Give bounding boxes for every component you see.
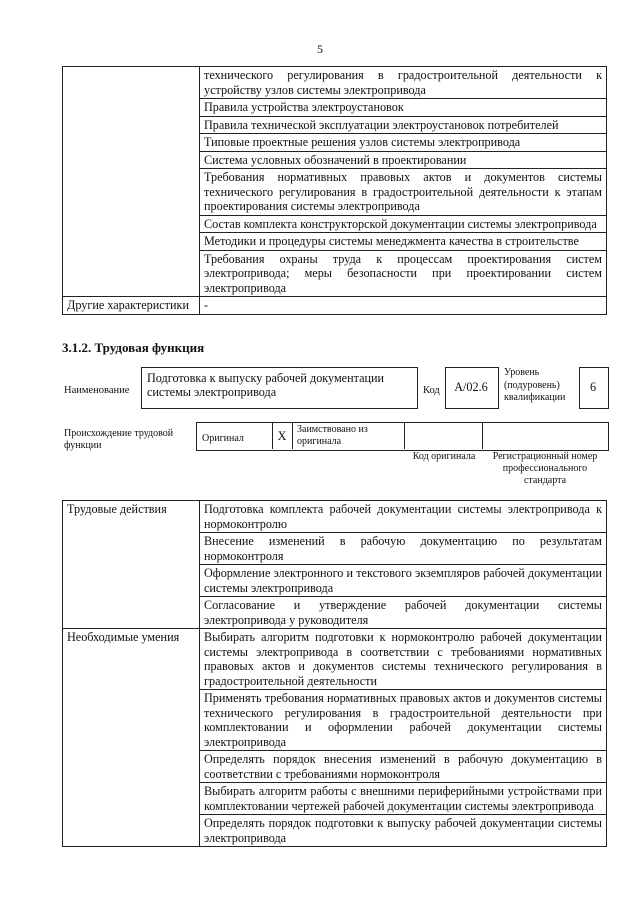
table-row: Внесение изменений в рабочую документацию по результатам нормоконтроля <box>200 533 607 565</box>
code-original-caption: Код оригинала <box>412 451 476 462</box>
table-row: Определять порядок подготовки к выпуску рабочей документации системы электропривода <box>200 815 607 847</box>
table-row: Выбирать алгоритм подготовки к нормоконтролю рабочей документации системы электропривода в соответствии с требованиями нормативных правовых актов и документов системы технического регулирования в градостроительной деятельности <box>200 629 607 690</box>
table-row: Состав комплекта конструкторской документации системы электропривода <box>200 215 607 233</box>
table-row: Выбирать алгоритм работы с внешними периферийными устройствами при комплектовании чертежей рабочей документации системы электропривода <box>200 783 607 815</box>
skills-label: Необходимые умения <box>63 629 200 847</box>
registration-number-caption: Регистрационный номер профессионального стандарта <box>492 451 598 486</box>
table-row: Требования охраны труда к процессам проектирования систем электропривода; меры безопасности при проектировании систем электропривода <box>200 250 607 297</box>
table-row: Правила технической эксплуатации электроустановок потребителей <box>200 116 607 134</box>
table-row: Правила устройства электроустановок <box>200 99 607 117</box>
table-row: Подготовка комплекта рабочей документации системы электропривода к нормоконтролю <box>200 501 607 533</box>
divider <box>482 422 484 449</box>
name-value: Подготовка к выпуску рабочей документации системы электропривода <box>147 371 385 399</box>
original-mark: X <box>277 429 287 443</box>
code-value: A/02.6 <box>454 380 488 394</box>
table-row: Требования нормативных правовых актов и документов системы технического регулирования в градостроительной деятельности к этапам проектирования системы электропривода <box>200 169 607 216</box>
function-details-table <box>62 500 607 847</box>
name-label: Наименование <box>64 385 130 396</box>
table-row: Оформление электронного и текстового экземпляров рабочей документации системы электропривода <box>200 565 607 597</box>
table-row: Типовые проектные решения узлов системы электропривода <box>200 134 607 152</box>
origin-box <box>196 422 609 451</box>
code-label: Код <box>423 385 440 396</box>
other-characteristics-label: Другие характеристики <box>63 297 200 315</box>
page-number: 5 <box>317 42 323 56</box>
level-value: 6 <box>589 380 597 394</box>
knowledge-table-continuation <box>62 66 607 315</box>
origin-label: Происхождение трудовой функции <box>64 428 174 451</box>
other-characteristics-value: - <box>200 297 607 315</box>
table-row: Определять порядок внесения изменений в рабочую документацию в соответствии с требованиями нормоконтроля <box>200 751 607 783</box>
original-label: Оригинал <box>202 433 244 444</box>
table-row: технического регулирования в градостроительной деятельности к устройству узлов системы электропривода <box>200 67 607 99</box>
actions-label: Трудовые действия <box>63 501 200 629</box>
divider <box>292 422 294 449</box>
table-row: Применять требования нормативных правовых актов и документов системы технического регулирования в градостроительной деятельности при комплектовании и оформлении рабочей документации системы электропривода <box>200 690 607 751</box>
level-label: Уровень (подуровень) квалификации <box>504 367 566 403</box>
divider <box>404 422 406 449</box>
section-title: 3.1.2. Трудовая функция <box>62 340 205 355</box>
borrowed-label: Заимствовано из оригинала <box>297 424 368 447</box>
table-row: Методики и процедуры системы менеджмента качества в строительстве <box>200 233 607 251</box>
table-row: Система условных обозначений в проектировании <box>200 151 607 169</box>
table-row: Согласование и утверждение рабочей документации системы электропривода у руководителя <box>200 597 607 629</box>
empty-label-cell <box>63 67 200 297</box>
